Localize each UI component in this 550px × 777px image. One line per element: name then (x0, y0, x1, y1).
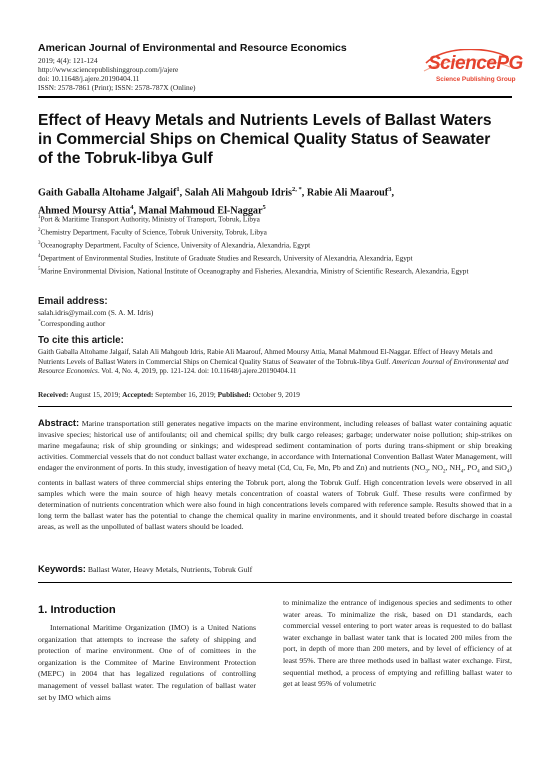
abstract (38, 418, 512, 533)
logo-wordmark: SciencePG (428, 53, 523, 74)
abstract-text: and SiO (479, 462, 507, 472)
cite-heading: To cite this article: (38, 335, 124, 346)
author-sep: , (301, 187, 307, 199)
affiliation-num: 2 (38, 228, 41, 233)
corresponding-note (38, 319, 105, 328)
published-label: Published: (217, 390, 251, 399)
article-dates (38, 390, 512, 399)
affiliation-text: Marine Environmental Division, National Institute of Oceanography and Fisheries, Alexandria, Ministry of Scientific Research, Alexandria, Egypt (40, 266, 469, 276)
author-sep: , (179, 187, 185, 199)
abstract-label: Abstract: (38, 417, 80, 428)
journal-url[interactable]: http://www.sciencepublishinggroup.com/j/ajere (38, 65, 179, 74)
author-sup: 4 (130, 203, 134, 211)
abstract-sub: 2 (443, 469, 446, 475)
email-address[interactable]: salah.idris@ymail.com (S. A. M. Idris) (38, 308, 154, 317)
keywords-text: Ballast Water, Heavy Metals, Nutrients, Tobruk Gulf (87, 565, 253, 574)
affiliation-num: 4 (38, 254, 41, 259)
intro-right-column: to minimalize the entrance of indigenous species and sediments to other water areas. To minimalize the risk, based on D1 standards, each commercial vessel entering to port water areas is requested to do ballast water exchange in ballast water tank that is located 200 miles from the port, in depth of more than 200 meters, and by level of efficiency of at least 95%. There are three methods used in ballast water exchange. First, sequential method, a process of emptying and refilling ballast water to get at least 95% of volumetric (283, 598, 512, 689)
affiliation-text: Department of Environmental Studies, Institute of Graduate Studies and Research, University of Alexandria, Alexandria, Egypt (40, 253, 413, 263)
citation-body: Gaith Gaballa Altohame Jalgaif, Salah Ali Mahgoub Idris, Rabie Ali Maarouf, Ahmed Moursy Attia, Manal Mahmoud El-Naggar. Effect of Heavy Metals and Nutrients Levels of Ballast Waters in Commercial Ships on Chemical Quality Status of Seawater of the Tobruk-libya Gulf. (38, 348, 493, 366)
abstract-text: ) contents in ballast waters of three commercial ships entering the Tobruk port, along the Tobruk Gulf. High concentration levels were observed in all samples which were the main source of high heavy metals concentration of coastal waters of Tobruk Gulf. These results were confirmed by determination of nutrients concentration which were also found in high concentrations levels compared with reference sample. Results showed that in a long term the ballast water has the potential to change the chemical quality in marine environments, and it should treated before discharge in coastal areas, as well as the unpolluted of ballast waters should be loaded. (38, 462, 512, 531)
affiliation (38, 265, 512, 276)
received-label: Received: (38, 390, 69, 399)
affiliation (38, 252, 512, 263)
abstract-sub: 4 (477, 469, 480, 475)
abstract-text: , NH (445, 462, 461, 472)
abstract-bottom-rule (38, 582, 512, 583)
affiliation (38, 239, 512, 250)
citation-journal: American Journal of Environmental and Resource Economics (38, 357, 509, 376)
abstract-sub: 3 (425, 469, 428, 475)
citation-tail: . Vol. 4, No. 4, 2019, pp. 121-124. doi: 10.11648/j.ajere.20190404.11 (97, 367, 297, 376)
citation-text (38, 348, 512, 377)
author-name: Gaith Gaballa Altohame Jalgaif (38, 187, 177, 199)
affiliation (38, 226, 512, 237)
affiliation-num: 1 (38, 215, 41, 220)
author-sup: 2, * (292, 186, 302, 193)
affiliation-num: 3 (38, 241, 41, 246)
journal-issue: 2019; 4(4): 121-124 (38, 56, 98, 65)
email-heading: Email address: (38, 296, 108, 307)
received-date: August 15, 2019; (69, 390, 121, 399)
author-sep: , (391, 187, 394, 199)
abstract-sub: 4 (460, 469, 464, 475)
publisher-logo (422, 53, 523, 87)
abstract-text: Marine transportation still generates negative impacts on the marine environment, including releases of ballast water containing aquatic invasive species; historical use of antifoulants; oil and chemical spills; dry bulk cargo releases; garbage; underwater noise pollution; ship-strikes on marine megafauna; risk of ship grounding or sinkings; and widespread sediment contamination of ports during trans-shipment or ship breaking activities. Commercial vessels that do not conduct ballast water exchange, in accordance with International Convention Ballast Water Management, will endager the environment of ports. In this study, investigation of heavy metal (Cd, Cu, Fe, Mn, Pb and Zn) and nutrients (NO (38, 419, 512, 472)
author-sup: 3 (388, 186, 392, 193)
section-heading: 1. Introduction (38, 604, 116, 616)
published-date: October 9, 2019 (252, 390, 300, 399)
author-sep: , (133, 205, 139, 217)
affiliation-text: Oceanography Department, Faculty of Science, University of Alexandria, Alexandria, Egypt (40, 240, 311, 250)
journal-doi: doi: 10.11648/j.ajere.20190404.11 (38, 74, 140, 83)
corresponding-text: Corresponding author (40, 319, 106, 328)
affiliation (38, 213, 512, 224)
journal-issn: ISSN: 2578-7861 (Print); ISSN: 2578-787X (Online) (38, 83, 196, 92)
accepted-label: Accepted: (122, 390, 154, 399)
abstract-top-rule (38, 406, 512, 407)
affiliation-text: Chemistry Department, Faculty of Science, Tobruk University, Tobruk, Libya (40, 227, 267, 237)
abstract-text: , PO (463, 462, 478, 472)
author-name: Ahmed Moursy Attia (38, 205, 131, 217)
keywords (38, 563, 512, 574)
corresponding-mark: * (38, 319, 41, 325)
intro-left-column: International Maritime Organization (IMO) is a United Nations organization that attempts to increase the safety of shipping and protection of marine environment. One of of comittees in the organization is the Commitee of Marine Environment Protection (MEPC) in 2004 that has legalized regulations of controlling management of vessel ballast water. The regulation of ballast water set by IMO which aims (38, 623, 256, 702)
article-title: Effect of Heavy Metals and Nutrients Levels of Ballast Waters in Commercial Ships on Chemical Quality Status of Seawater of the Tobruk-libya Gulf (38, 112, 492, 167)
abstract-sub: 4 (506, 469, 510, 475)
author-sup: 5 (262, 203, 266, 211)
author-sup: 1 (176, 186, 180, 193)
keywords-label: Keywords: (38, 563, 86, 574)
author-name: Manal Mahmoud El-Naggar (138, 205, 263, 217)
affiliation-num: 5 (38, 267, 41, 272)
author-name: Salah Ali Mahgoub Idris (184, 187, 293, 199)
header-rule (38, 96, 512, 98)
affiliation-text: Port & Maritime Transport Authority, Ministry of Transport, Tobruk, Libya (40, 214, 260, 224)
journal-name: American Journal of Environmental and Resource Economics (38, 42, 347, 54)
logo-tagline: Science Publishing Group (436, 76, 516, 83)
accepted-date: September 16, 2019; (155, 390, 216, 399)
abstract-text: , NO (427, 462, 444, 472)
author-name: Rabie Ali Maarouf (306, 187, 389, 199)
